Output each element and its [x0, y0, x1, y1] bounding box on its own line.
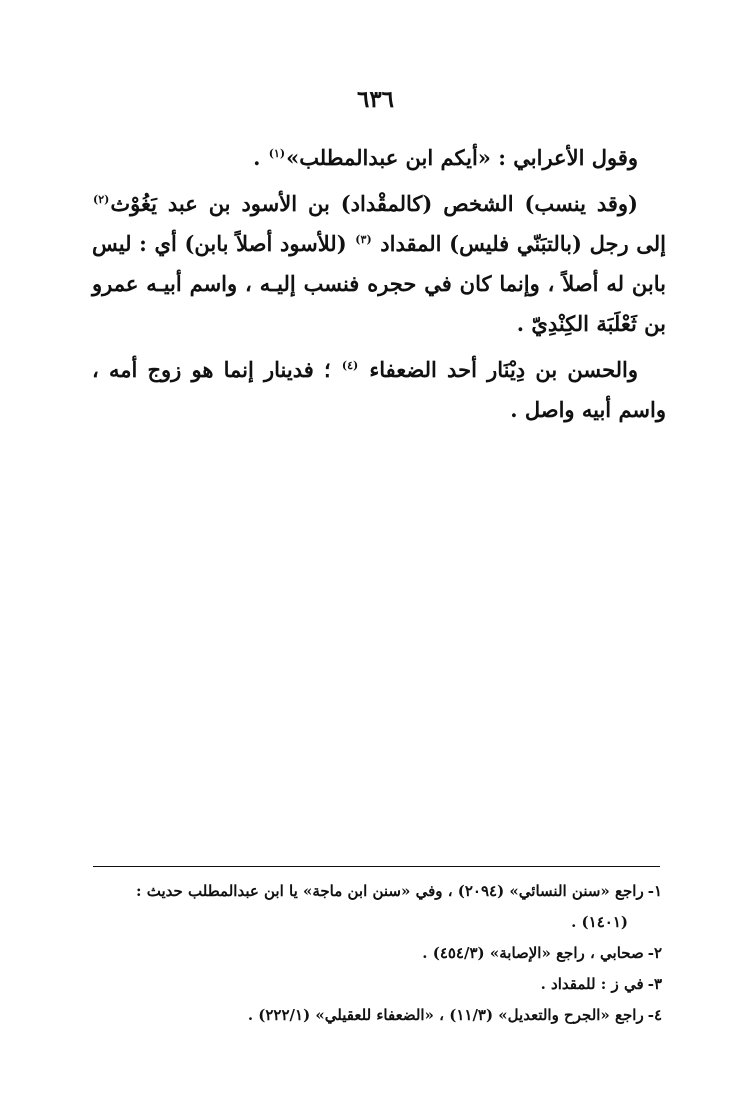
- paragraph-3-text-b: ؛ فدينار إنما هو زوج أمه ، واسم أبيه واصل .: [92, 357, 666, 422]
- footnote-2: [92, 938, 662, 969]
- footnote-1-text: راجع «سنن النسائي» (٢٠٩٤) ، وفي «سنن ابن ماجة» يا ابن عبدالمطلب حديث :: [136, 882, 644, 900]
- footnote-1-continuation: (١٤٠١) .: [571, 913, 628, 931]
- paragraph-1-text: وقول الأعرابي : «أيكم ابن عبدالمطلب»: [286, 145, 638, 170]
- footnote-4: [92, 1000, 662, 1031]
- page-number: ٦٣٦: [356, 86, 395, 113]
- footnote-1: [92, 876, 662, 907]
- paragraph-1: [92, 138, 666, 178]
- footnote-ref-1: (١): [268, 147, 286, 160]
- footnote-3: [92, 969, 662, 1000]
- footnote-1-number: ١-: [647, 882, 662, 900]
- paragraph-3: [92, 350, 666, 430]
- footnote-4-number: ٤-: [647, 1006, 662, 1024]
- paragraph-3-text-a: والحسن بن دِيْنَار أحد الضعفاء: [359, 357, 639, 382]
- footnote-3-text: في ز : للمقداد .: [540, 975, 644, 993]
- footnotes: [92, 876, 662, 1031]
- paragraph-2-text-a: (وقد ينسب) الشخص (كالمقْداد) بن الأسود بن عبد يَغُوْث: [110, 191, 638, 216]
- footnote-ref-4: (٤): [341, 359, 359, 372]
- footnote-divider: [93, 866, 660, 867]
- footnote-2-number: ٢-: [647, 944, 662, 962]
- footnote-ref-2: (٢): [93, 193, 110, 206]
- footnote-4-text: راجع «الجرح والتعديل» (١١/٣) ، «الضعفاء للعقيلي» (٢٢٢/١) .: [247, 1006, 644, 1024]
- paragraph-2-text-b: إلى رجل (بالتبَنّي فليس) المقداد: [372, 231, 666, 256]
- paragraph-1-end: .: [253, 145, 268, 170]
- footnote-ref-3: (٣): [355, 233, 372, 246]
- main-text: [92, 138, 666, 430]
- footnote-3-number: ٣-: [647, 975, 662, 993]
- paragraph-2: [92, 184, 666, 344]
- footnote-2-text: صحابي ، راجع «الإصابة» (٤٥٤/٣) .: [422, 944, 644, 962]
- paragraph-2-text-c: (للأسود أصلاً بابن) أي : ليس بابن له أصلاً ، وإنما كان في حجره فنسب إليـه ، واسم أبيـه عمرو بن ثَعْلَبَة الكِنْدِيّ .: [92, 231, 666, 336]
